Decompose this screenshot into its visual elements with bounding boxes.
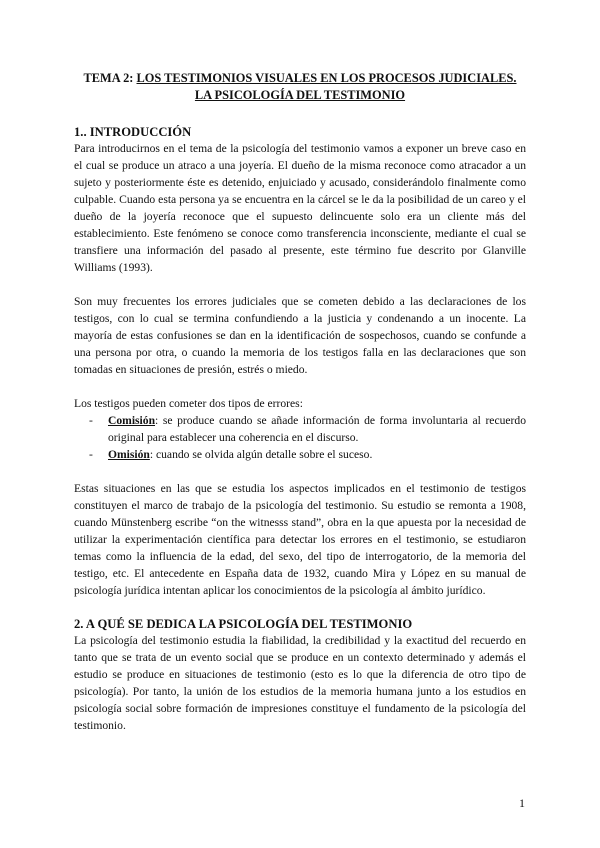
list-dash: - (89, 448, 93, 461)
list-item (74, 412, 526, 446)
list-item (74, 446, 526, 463)
section-1-paragraph-3: Los testigos pueden cometer dos tipos de errores: (74, 397, 303, 410)
title-prefix: TEMA 2: (83, 71, 137, 85)
section-1-paragraph-4: Estas situaciones en las que se estudia los aspectos implicados en el testimonio de testigos constituyen el marco de trabajo de la psicología del testimonio. Su estudio se remonta a 1908, cuando Münstenberg escribe “on the witnesss stand”, obra en la que apuesta por la necesidad de utilizar la experimentación científica para detectar los errores en el testimonio, se estudiaron temas como la influencia de la edad, del sexo, del tipo de interrogatorio, de la memoria del testigo, etc. El antecedente en España data de 1932, cuando Mira y López en su manual de psicología jurídica intentan aplicar los conocimientos de la psicología al ámbito jurídico. (74, 482, 526, 597)
section-2-heading: 2. A QUÉ SE DEDICA LA PSICOLOGÍA DEL TESTIMONIO (74, 617, 413, 631)
document-page (74, 70, 526, 734)
term-comision: Comisión (108, 414, 156, 427)
section-2-paragraph-1: La psicología del testimonio estudia la fiabilidad, la credibilidad y la exactitud del recuerdo en tanto que se trata de un evento social que se produce en un contexto determinado y además el estudio se produce en situaciones de testimonio (esto es lo que la diferencia de otro tipo de psicología). Por tanto, la unión de los estudios de la memoria humana junto a los estudios en psicología social sobre formación de impresiones constituye el fundamento de la psicología del testimonio. (74, 634, 526, 732)
term-definition: : se produce cuando se añade información de forma involuntaria al recuerdo original para establecer una coherencia en el discurso. (108, 414, 526, 444)
list-dash: - (89, 414, 93, 427)
section-1-paragraph-2: Son muy frecuentes los errores judiciales que se cometen debido a las declaraciones de los testigos, con lo cual se termina confundiendo a la justicia y condenando a un inocente. La mayoría de estas confusiones se dan en la identificación de sospechosos, cuando se confunde a una persona por otra, o cuando la memoria de los testigos falla en las declaraciones que son tomadas en situaciones de presión, estrés o miedo. (74, 295, 526, 376)
title-underlined: LOS TESTIMONIOS VISUALES EN LOS PROCESOS JUDICIALES. LA PSICOLOGÍA DEL TESTIMONIO (136, 71, 517, 102)
document-title (74, 70, 526, 104)
section-1-paragraph-1: Para introducirnos en el tema de la psicología del testimonio vamos a exponer un breve caso en el cual se produce un atraco a una joyería. El dueño de la misma reconoce como atracador a un sujeto y posteriormente éste es detenido, enjuiciado y acusado, considerándolo finalmente como culpable. Cuando esta persona ya se encuentra en la cárcel se le da la posibilidad de un careo y el dueño de la joyería reconoce que el supuesto delincuente solo era un cliente más del establecimiento. Este fenómeno se conoce como transferencia inconsciente, mediante el cual se transfiere una información del pasado al presente, este término fue descrito por Glanville Williams (1993). (74, 142, 526, 274)
term-omision: Omisión (108, 448, 150, 461)
error-types-list (74, 412, 526, 463)
term-definition: : cuando se olvida algún detalle sobre el suceso. (149, 448, 373, 461)
section-1-heading: 1.. INTRODUCCIÓN (74, 125, 192, 139)
page-number: 1 (519, 796, 525, 810)
